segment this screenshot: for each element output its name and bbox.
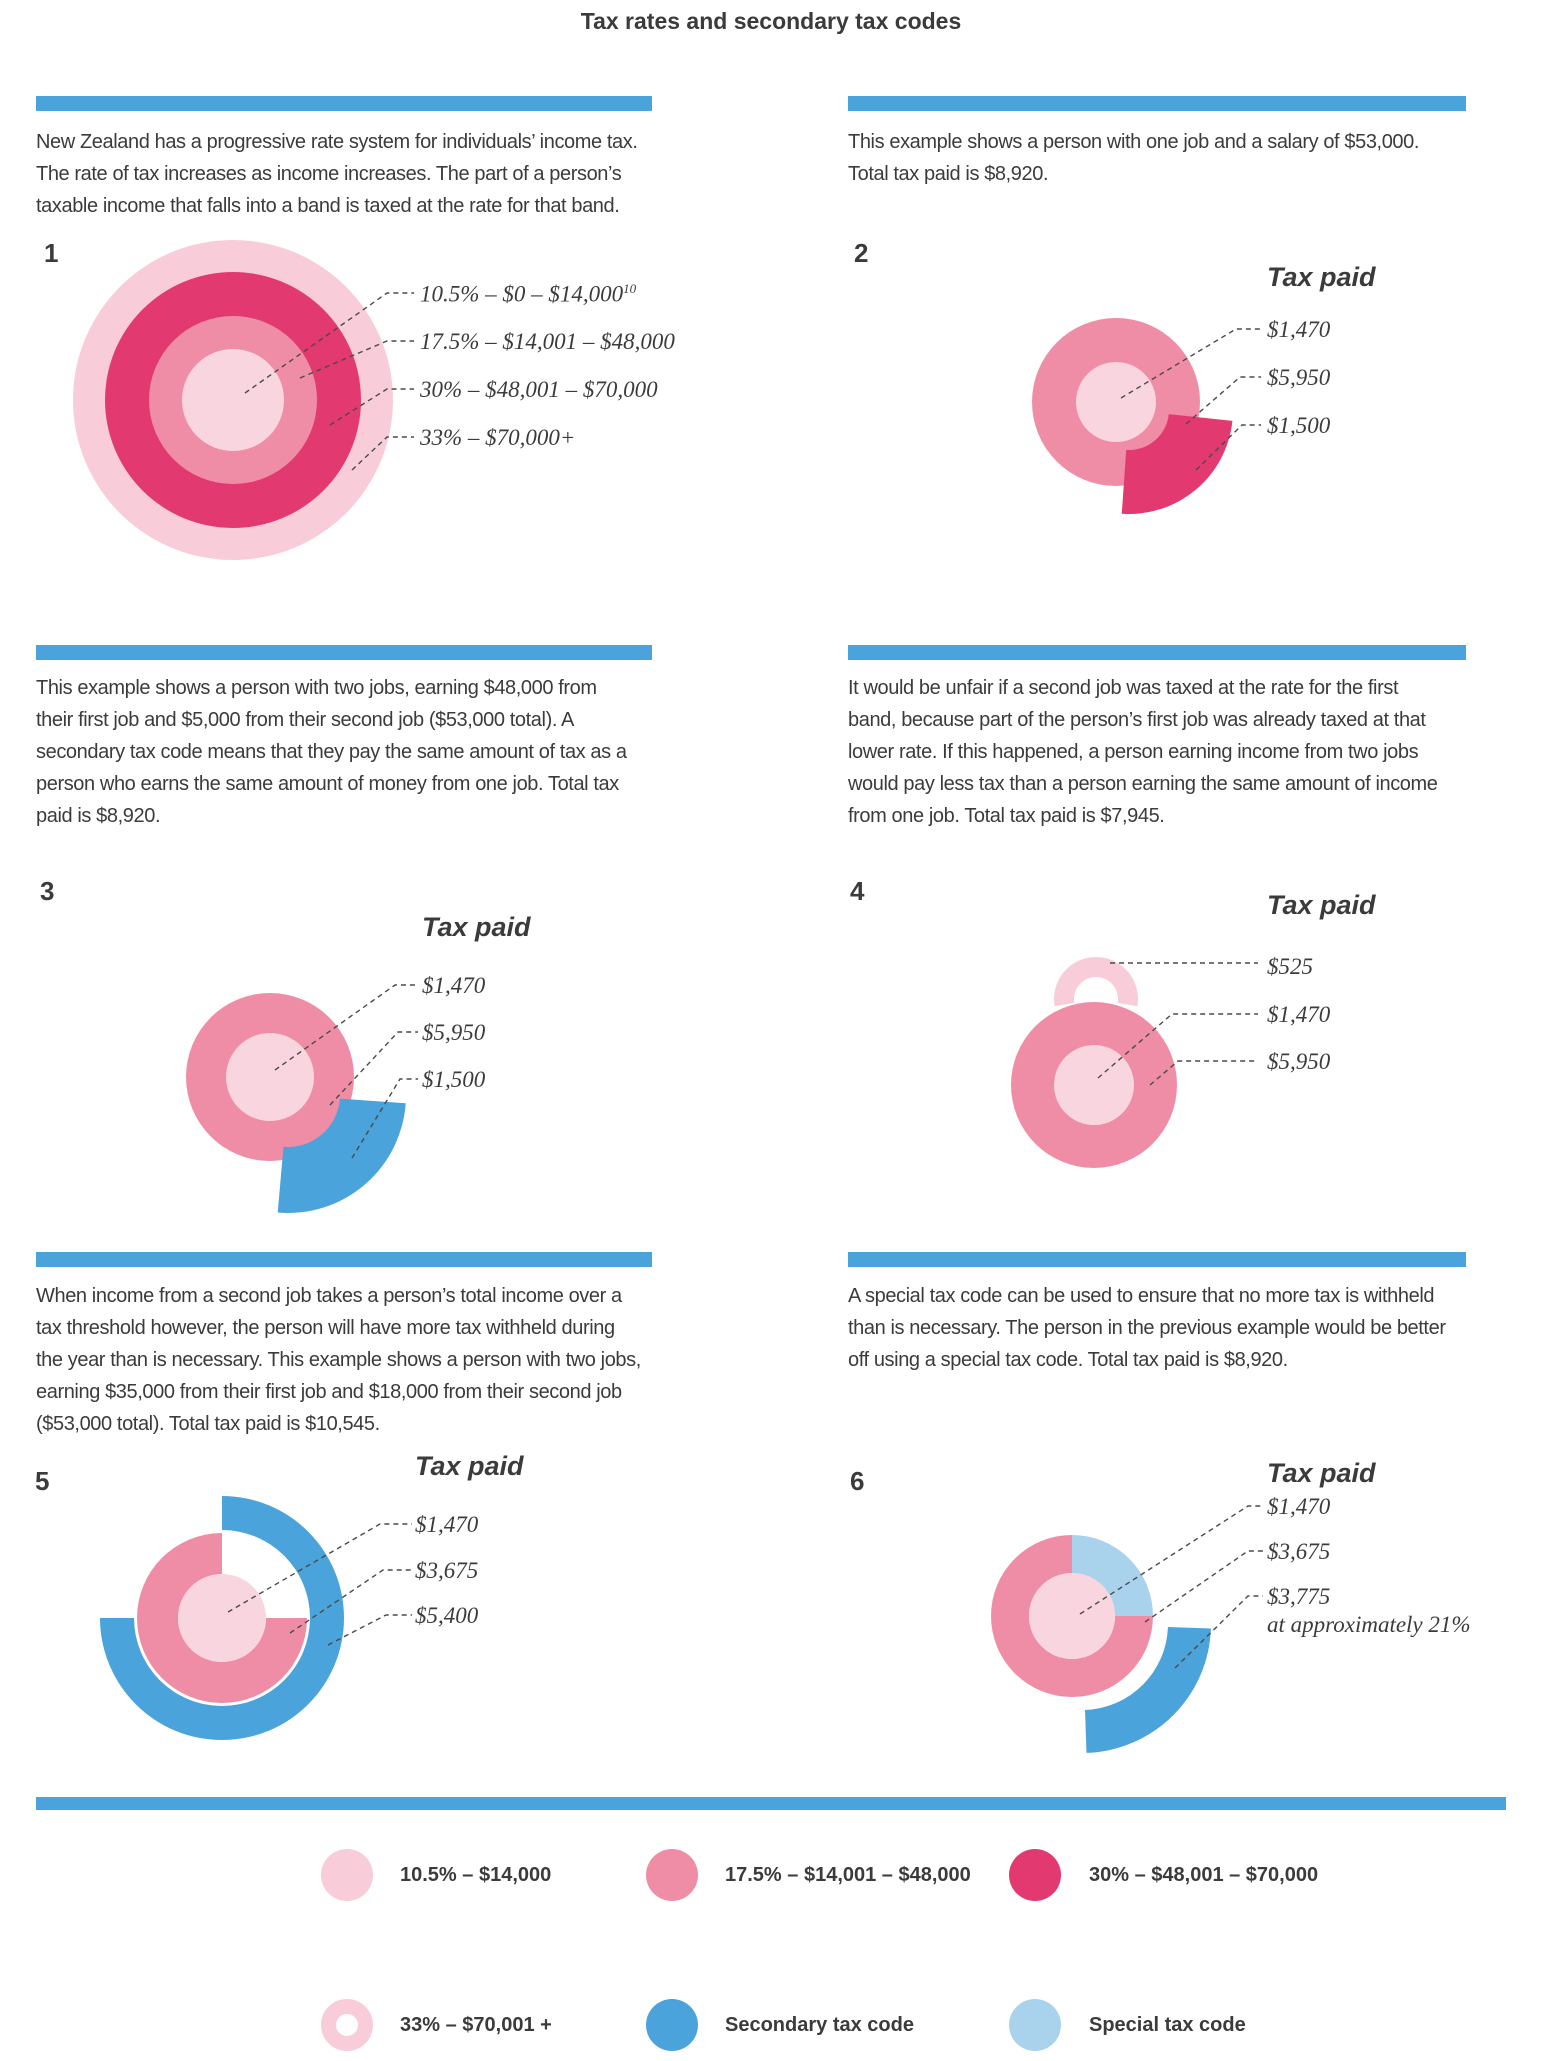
legend-swatch-17-5-percent xyxy=(646,1849,698,1901)
description-line: taxable income that falls into a band is taxed at the rate for that band. xyxy=(36,195,620,217)
page-title: Tax rates and secondary tax codes xyxy=(580,8,962,34)
legend-swatch-10-5-percent xyxy=(321,1849,373,1901)
chart-label: $5,950 xyxy=(1267,1049,1331,1074)
description-line: their first job and $5,000 from their second job ($53,000 total). A xyxy=(36,709,574,731)
description-line: When income from a second job takes a person’s total income over a xyxy=(36,1285,622,1307)
panel-number: 4 xyxy=(850,876,865,906)
legend-label: 17.5% – $14,001 – $48,000 xyxy=(725,1864,971,1886)
chart-label: $5,400 xyxy=(415,1603,479,1628)
chart-label: 17.5% – $14,001 – $48,000 xyxy=(420,329,675,354)
chart-label: $1,470 xyxy=(1267,1494,1331,1519)
description-line: New Zealand has a progressive rate system for individuals’ income tax. xyxy=(36,131,638,153)
description-line: ($53,000 total). Total tax paid is $10,545. xyxy=(36,1413,380,1435)
chart-label: $1,470 xyxy=(1267,317,1331,342)
chart-title: Tax paid xyxy=(1267,890,1376,920)
description-line: secondary tax code means that they pay the same amount of tax as a xyxy=(36,741,627,763)
chart-label: $1,470 xyxy=(415,1512,479,1537)
chart-label: $3,675 xyxy=(1267,1539,1331,1564)
accent-bar xyxy=(36,645,652,660)
chart-label: 33% – $70,000+ xyxy=(420,425,576,450)
description-line: would pay less tax than a person earning the same amount of income xyxy=(848,773,1438,795)
chart-label: 10.5% – $0 – $14,000$^{10}$ xyxy=(420,281,637,307)
panel-description xyxy=(848,126,1419,190)
description-line: The rate of tax increases as income increases. The part of a person’s xyxy=(36,163,622,185)
legend-swatch-30-percent xyxy=(1009,1849,1061,1901)
panel-description xyxy=(36,672,627,832)
legend-label: 33% – $70,001 + xyxy=(400,2014,552,2036)
chart-label-note: at approximately 21% xyxy=(1267,1612,1471,1637)
legend-label: Secondary tax code xyxy=(725,2014,914,2036)
description-line: This example shows a person with two jobs, earning $48,000 from xyxy=(36,677,597,699)
chart-label: $1,500 xyxy=(422,1067,486,1092)
chart-label: $5,950 xyxy=(422,1020,486,1045)
panel-description xyxy=(36,126,638,222)
panel-number: 2 xyxy=(854,238,869,268)
description-line: band, because part of the person’s first job was already taxed at that xyxy=(848,709,1426,731)
description-line: tax threshold however, the person will have more tax withheld during xyxy=(36,1317,615,1339)
accent-bar xyxy=(848,1252,1466,1267)
footnote-marker: 10 xyxy=(623,281,637,296)
description-line: lower rate. If this happened, a person earning income from two jobs xyxy=(848,741,1419,763)
chart-label: $3,675 xyxy=(415,1558,479,1583)
description-line: person who earns the same amount of money from one job. Total tax xyxy=(36,773,619,795)
description-line: than is necessary. The person in the previous example would be better xyxy=(848,1317,1446,1339)
description-line: It would be unfair if a second job was taxed at the rate for the first xyxy=(848,677,1399,699)
accent-bar xyxy=(36,96,652,111)
chart-label: $525 xyxy=(1267,954,1313,979)
legend-swatch-33-percent xyxy=(321,1999,373,2051)
legend-swatch-special-tax-code xyxy=(1009,1999,1061,2051)
chart-title: Tax paid xyxy=(1267,262,1376,292)
chart-label: $5,950 xyxy=(1267,365,1331,390)
legend-label: Special tax code xyxy=(1089,2014,1246,2036)
description-line: This example shows a person with one job and a salary of $53,000. xyxy=(848,131,1420,153)
description-line: A special tax code can be used to ensure that no more tax is withheld xyxy=(848,1285,1435,1307)
description-line: the year than is necessary. This example shows a person with two jobs, xyxy=(36,1349,641,1371)
legend-label: 30% – $48,001 – $70,000 xyxy=(1089,1864,1319,1886)
chart-label: $3,775 xyxy=(1267,1584,1331,1609)
chart-label: $1,470 xyxy=(1267,1002,1331,1027)
chart-title: Tax paid xyxy=(415,1451,524,1481)
description-line: from one job. Total tax paid is $7,945. xyxy=(848,805,1165,827)
panel-number: 3 xyxy=(40,876,55,906)
accent-bar xyxy=(848,645,1466,660)
description-line: paid is $8,920. xyxy=(36,805,161,827)
description-line: off using a special tax code. Total tax paid is $8,920. xyxy=(848,1349,1288,1371)
accent-bar xyxy=(36,1252,652,1267)
panel-description xyxy=(848,672,1438,832)
chart-label: $1,470 xyxy=(422,973,486,998)
panel-number: 1 xyxy=(44,238,59,268)
legend-label: 10.5% – $14,000 xyxy=(400,1864,552,1886)
legend-bar xyxy=(36,1797,1506,1810)
panel-description xyxy=(848,1280,1446,1376)
description-line: earning $35,000 from their first job and $18,000 from their second job xyxy=(36,1381,622,1403)
legend-swatch-secondary-tax-code xyxy=(646,1999,698,2051)
panel-description xyxy=(36,1280,641,1440)
panel-number: 5 xyxy=(35,1466,50,1496)
chart-title: Tax paid xyxy=(422,912,531,942)
chart-title: Tax paid xyxy=(1267,1458,1376,1488)
panel-number: 6 xyxy=(850,1466,865,1496)
chart-label: 30% – $48,001 – $70,000 xyxy=(420,377,658,402)
chart-label: $1,500 xyxy=(1267,413,1331,438)
accent-bar xyxy=(848,96,1466,111)
description-line: Total tax paid is $8,920. xyxy=(848,163,1049,185)
